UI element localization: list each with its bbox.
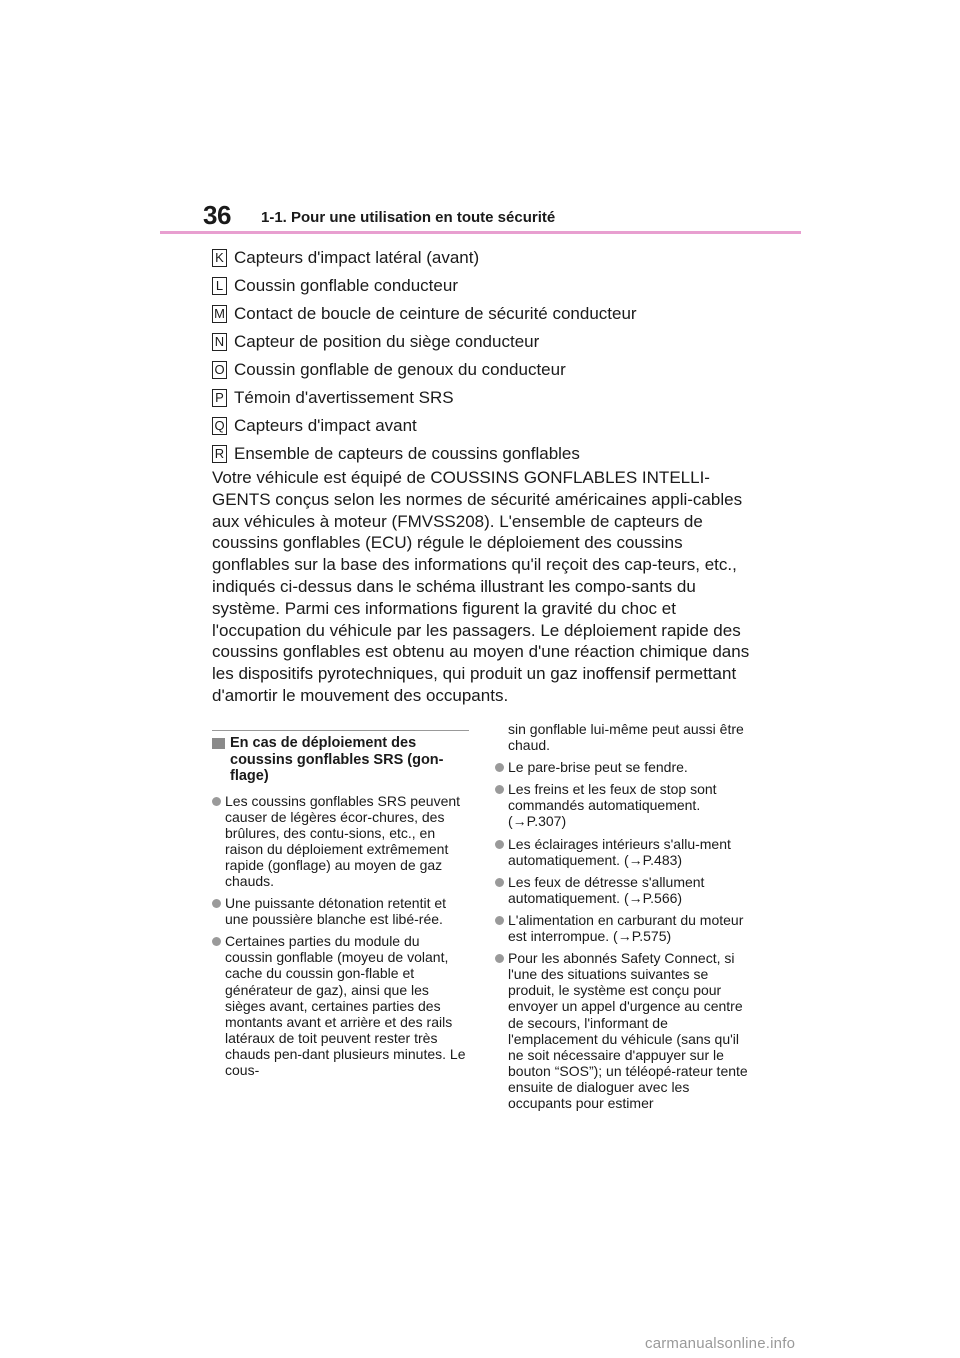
bullet-text: Certaines parties du module du coussin gonflable (moyeu de volant, cache du coussin gon-flable et générateur de gaz), ainsi que les sièges avant, certaines parties des montants avant et arrière et des rails latéraux de toit peuvent rester très chauds pen-dant plusieurs minutes. Le cous- <box>225 933 466 1078</box>
legend-label: Ensemble de capteurs de coussins gonflables <box>234 444 580 463</box>
bullet-dot-icon <box>495 785 504 794</box>
bullet-dot-icon <box>495 878 504 887</box>
bullet-text: L'alimentation en carburant du moteur est interrompue. (→P.575) <box>508 911 744 945</box>
bullet-dot-icon <box>212 797 221 806</box>
legend-key: L <box>212 277 227 295</box>
page-number: 36 <box>203 200 231 230</box>
legend-item <box>212 244 637 272</box>
legend-item <box>212 356 637 384</box>
legend-item <box>212 300 637 328</box>
legend-label: Capteur de position du siège conducteur <box>234 332 540 351</box>
bullet-item <box>212 895 467 927</box>
note-heading-text: En cas de déploiement des coussins gonflables SRS (gon-flage) <box>230 735 444 784</box>
bullet-dot-icon <box>495 916 504 925</box>
legend-item <box>212 328 637 356</box>
header-rule <box>160 231 801 234</box>
legend-label: Coussin gonflable de genoux du conducteur <box>234 360 566 379</box>
bullet-text: Le pare-brise peut se fendre. <box>508 759 688 776</box>
legend-key: Q <box>212 417 227 435</box>
bullet-text: Les coussins gonflables SRS peuvent causer de légères écor-chures, des brûlures, des contu-sions, etc., en raison du déploiement extrêmement rapide (gonflage) au moyen de gaz chauds. <box>225 792 461 889</box>
main-paragraph: Votre véhicule est équipé de COUSSINS GONFLABLES INTELLI-GENTS conçus selon les normes de sécurité américaines appli-cables aux véhicules à moteur (FMVSS208). L'ensemble de capteurs de coussins gonflables (ECU) régule le déploiement des coussins gonflables sur la base des informations qu'il reçoit des cap-teurs, etc., indiqués ci-dessus dans le schéma illustrant les compo-sants du système. Parmi ces informations figurent la gravité du choc et l'occupation du véhicule par les passagers. Le déploiement rapide des coussins gonflables est obtenu au moyen d'une réaction chimique dans les dispositifs pyrotechniques, qui produit un gaz inoffensif permettant d'amortir le mouvement des occupants. <box>212 468 750 705</box>
note-heading <box>212 735 467 785</box>
legend-item <box>212 412 637 440</box>
bullet-item <box>495 836 755 868</box>
bullet-dot-icon <box>495 954 504 963</box>
bullet-dot-icon <box>495 763 504 772</box>
bullet-text: Pour les abonnés Safety Connect, si l'une des situations suivantes se produit, le système est conçu pour envoyer un appel d'urgence au centre de secours, l'informant de l'emplacement du véhicule (sans qu'il ne soit nécessaire d'appuyer sur le bouton “SOS”); un téléopé-rateur tente ensuite de dialoguer avec les occupants pour estimer <box>508 950 748 1111</box>
bullet-text: Les éclairages intérieurs s'allu-ment automatiquement. (→P.483) <box>508 835 731 868</box>
legend-list <box>212 244 637 468</box>
legend-label: Capteurs d'impact avant <box>234 416 417 435</box>
bullet-dot-icon <box>212 899 221 908</box>
legend-item <box>212 440 637 468</box>
bullet-item <box>212 933 467 1078</box>
notes-left-column <box>212 735 467 1084</box>
square-marker-icon <box>212 738 225 749</box>
legend-item <box>212 272 637 300</box>
watermark: carmanualsonline.info <box>645 1335 796 1352</box>
legend-key: K <box>212 249 227 267</box>
bullet-item <box>495 874 755 906</box>
legend-label: Témoin d'avertissement SRS <box>234 388 454 407</box>
bullet-item <box>495 781 755 829</box>
bullet-dot-icon <box>495 840 504 849</box>
legend-key: P <box>212 389 227 407</box>
continued-text: sin gonflable lui-même peut aussi être chaud. <box>508 721 744 754</box>
legend-key: O <box>212 361 227 379</box>
bullet-item <box>495 759 755 775</box>
column-rule <box>212 730 469 731</box>
legend-item <box>212 384 637 412</box>
bullet-text: Les freins et les feux de stop sont commandés automatiquement. (→P.307) <box>508 781 717 830</box>
notes-right-column <box>495 721 755 1117</box>
legend-label: Contact de boucle de ceinture de sécurité conducteur <box>234 304 637 323</box>
section-title: 1-1. Pour une utilisation en toute sécurité <box>261 209 556 226</box>
legend-label: Coussin gonflable conducteur <box>234 276 458 295</box>
legend-label: Capteurs d'impact latéral (avant) <box>234 248 480 267</box>
bullet-item <box>495 950 755 1111</box>
legend-key: R <box>212 445 227 463</box>
bullet-dot-icon <box>212 937 221 946</box>
legend-key: N <box>212 333 227 351</box>
bullet-text: Les feux de détresse s'allument automatiquement. (→P.566) <box>508 873 705 906</box>
bullet-item <box>495 912 755 944</box>
legend-key: M <box>212 305 227 323</box>
bullet-text: Une puissante détonation retentit et une poussière blanche est libé-rée. <box>225 895 447 928</box>
bullet-item <box>212 793 467 890</box>
